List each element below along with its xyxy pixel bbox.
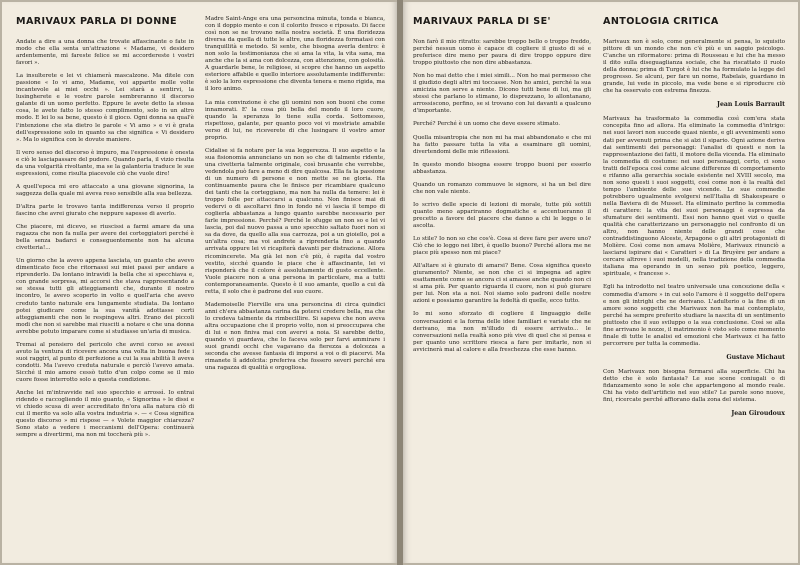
- paragraph: Io scrivo delle specie di lezioni di morale, tutte più sottili quanto meno appariranno dogmatiche e accentueranno il precetto a favore del piacere che danno a chi le legge o le ascolta.: [413, 201, 591, 229]
- left-column-2: [205, 16, 385, 556]
- right-page: [403, 2, 798, 563]
- paragraph: Quando un romanzo commuove le signore, si ha un bel dire che non vale niente.: [413, 181, 591, 195]
- critic-author: Jean Giroudoux: [731, 410, 785, 418]
- paragraph: Madre Saint-Ange era una personcina minuta, tonda e bianca, con il doppio mento e con il colorito fresco e riposato. Di facce così non se ne trovano nella nostra società. È una floridezza diversa da quella di tutte le altre, una floridezza formatasi con tranquillità e metodo. Si sente, che bisogna averla dentro: è non solo la testimonianza che si ama la vita, la vita sana, ma anche che la si ama con dolcezza, con attenzione, con golosità. A guardarle bene, le religiose, si scopre che hanno un aspetto esteriore affabile e quello interiore assolutamente indifferente: è solo la loro espressione che diventa tenera e meno rigida, ma il loro animo.: [205, 16, 385, 93]
- paragraph: Tremai al pensiero del pericolo che avrei corso se avessi avuto la ventura di ricevere ancora una volta in buona fede i suoi raggiri, al punto di perfezione a cui la sua abilità li aveva condotti. Ma l'avevo creduta naturale e perciò l'avevo amata. Sicché il mio amore cessò tutto d'un colpo come se il mio cuore fosse interrotto solo a questa condizione.: [16, 341, 194, 383]
- critic-author: Jean Louis Barrault: [717, 101, 785, 109]
- paragraph: Non ho mai detto che i miei simili... Non ho mai permesso che il giudizio degli altri mi toccasse. Non ho amici, perché la sua amicizia non serve a niente. Dicono tutti bene di lui, ma gli stessi che parlano lo stimano, lo disprezzano, lo allontanano, arrossiscono, perfino, se si trovano con lui davanti a qualcuno d'importante.: [413, 73, 591, 115]
- right-column-1: [413, 16, 591, 556]
- section-heading-antologia: ANTOLOGIA CRITICA: [603, 16, 719, 27]
- paragraph: Che piacere, mi dicevo, se riuscissi a farmi amare da una ragazza che non fa nulla per avere dei corteggiatori perché è bella senza badarci e conseguentemente non ha alcuna civetteria!...: [16, 224, 194, 252]
- paragraph: Non farò il mio ritratto: sarebbe troppo bello o troppo freddo, perché nessun uomo è capace di cogliere il giusto di sé e preferisce dire meno per paura di dire troppo oppure dire troppo piuttosto che non dire abbastanza.: [413, 39, 591, 67]
- paragraph: Con Marivaux non bisogna fermarsi alla superficie. Chi ha detto che è solo fantasia? Le sue scene coniugali o di fidanzamento sono le sole che appartengono al mondo reale. Chi ha visto dell'artificio nel suo stile? Le parole sono nuove, fini, ricercate perché affiorano dalla zona del sistema.: [603, 368, 785, 404]
- paragraph: A quell'epoca mi ero attaccato a una giovane signorina, la saggezza della quale mi aveva reso sensibile alla sua bellezza.: [16, 183, 194, 197]
- paragraph: Perché? Perché è un uomo che deve essere stimato.: [413, 121, 561, 128]
- paragraph: Anche lei m'intravvide nel suo specchio e arrossì. Io entrai ridendo e raccogliendo il mio guanto, « Signorina » le dissi e vi chiedo scusa di aver accreditato fin'ora alla natura ciò di cui il merito va solo alla vostra industria ». — « Cosa significa questo discorso » mi rispose — « Volete maggior chiarezza? Sono stato a vedere i meccanismi dell'Opera: continuerà sempre a divertirmi, ma non mi toccherà più ».: [16, 390, 194, 439]
- right-column-2: [603, 16, 785, 556]
- paragraph: Andate a dire a una donna che trovate affascinante o fate in modo che ella senta un'attrazione « Madame, vi desidero ardentemente, mi fareste felice se mi accordereste i vostri favori ».: [16, 39, 194, 67]
- paragraph: All'altare si è giurato di amarsi? Bene. Cosa significa questo giuramento? Niente, se non che ci si impegna ad agire esattamente come se ancora ci si amasse anche quando non ci si ama più. Per quanto riguarda il cuore, non si può giurare per lui. Non sta a noi. Noi siamo solo padroni delle nostre azioni e possiamo garantire la fedeltà di quelle, ecco tutto.: [413, 263, 591, 305]
- paragraph: La insulterete e lei vi chiamerà mascalzone. Ma ditele con passione « Io vi amo, Madame, voi apparite molle volte incantevole ai miei occhi ». Lei starà a sentirvi, la lusingherete e le vostre parole sembreranno il discorso galante di un uomo perfetto. Eppure le avete detto la stessa cosa, le avete fatto lo stesso complimento, solo in un altro modo. E lei lo sa bene, questo è il gioco. Ogni donna sa qual'è l'intenzione che sta dietro le parole « Vi amo » e vi è grata dell'espressione solo in quanto sa che significa « Vi desidero ». Ma lo significa con le dovute maniere.: [16, 73, 194, 143]
- paragraph: Egli ha introdotto nel teatro universale una concezione della « commedia d'amore » in cui solo l'amore è il soggetto dell'opera e non gli intrighi che ne derivano. L'adulterio o la fine di un amore sono soggetti che Marivaux non ha mai contemplato, perché ha sempre preferito studiare la nascita di un sentimento piuttosto che il suo sviluppo o la sua conclusione. Così se alla fine arrivano le nozze, il matrimonio è visto solo come momento finale di tutte le analisi ed emozioni che Marivaux ci ha fatto percorrere per tutta la commedia.: [603, 284, 785, 347]
- left-page: [2, 2, 397, 563]
- paragraph: Lo stile? Io non so che cos'è. Cosa si deve fare per avere uno? Ciò che io leggo nei libri, è quello buono? Perché allora me ne piace più spesso non mi piace?: [413, 236, 591, 257]
- paragraph: Quella misantropia che non mi ha mai abbandonato e che mi ha fatto passare tutta la vita a esaminare gli uomini, divertendomi delle mie riflessioni.: [413, 134, 591, 155]
- section-heading-se: MARIVAUX PARLA DI SE': [413, 16, 551, 27]
- paragraph: La mia convinzione è che gli uomini non son buoni che come innamorati. E' la cosa più bella del mondo il loro cuore, quando la speranza lo tiene sulla corda. Sottomesso, rispettoso, galante, per quanto poco voi vi mostriate amabile verso di lui, ne riceverete di che lusingare il vostro amor proprio.: [205, 99, 385, 141]
- paragraph: Marivaux ha trasformato la commedia così com'era stata concepita fino ad allora. Ha eliminato la commedia d'intrigo: nei suoi lavori non succede quasi niente, e gli avvenimenti sono dati per avvenuti prima che si alzi il sipario. Ogni azione deriva dai sentimenti dei personaggi: l'analisi di questi e non la rappresentazione dei fatti, il motore della vicenda. Ha eliminato la commedia di costume: nei suoi personaggi, certo, ci sono tratti dell'epoca così come alcune differenze di comportamento e rifanno alla gerarchia sociale esistente nel XVIII secolo, ma non sono questi i suoi soggetti, così come non è la realtà del tempo l'ambiente delle sue vicende. Le sue commedie potrebbero ugualmente svolgersi nell'Italia di Shakespeare o nella Baviera di de Musset. Ha eliminato perfino la commedia di carattere: la vita dei suoi personaggi è espressa da sfumature dei sentimenti. Essi non hanno quei vizi o quelle qualità che caratterizzano un personaggio nel confronto di un altro, non hanno niente delle grandi cose che contraddistinguono Alceste, Arpagone o gli altri protagonisti di Molière. Così come non amava Molière, Marivaux rinunciò a lasciarsi ispirare dai « Caratteri » di La Bruyère per andare a cercare altrove i suoi modelli, nella tradizione della commedia italiana ma operando in un senso più poetico, leggero, spirituale, « francese ».: [603, 116, 785, 278]
- paragraph: D'altra parte le trovavo tanta indifferenza verso il proprio fascino che avrei giurato che neppure sapesse di averlo.: [16, 203, 194, 217]
- paragraph: Un giorno che la avevo appena lasciata, un guanto che avevo dimenticato fece che ritornassi sui miei passi per andare a riprenderlo. Da lontano intravidi la bella che si specchiava e, con grande sorpresa, mi accorsi che stava rappresentando a se stessa tutti gli atteggiamenti che, durante il nostro incontro, le avevo scoperto in volto e quell'aria che avevo creduto tanto naturale era lungamente studiata. Da lontano potei giudicare come la sua vanità adottasse certi atteggiamenti che non le respingeva altri. Erano dei piccoli modi che non si sarebbe mai riusciti a notare e che una donna avrebbe potuto imparare come si studiasse un'aria di musica.: [16, 258, 194, 335]
- section-heading-donne: MARIVAUX PARLA DI DONNE: [16, 16, 178, 27]
- left-column-1: [16, 16, 194, 556]
- paragraph: Io mi sono sforzato di cogliere il linguaggio delle conversazioni e la forma delle idee familiari e variate che ne derivano, ma non m'illudo di essere arrivato... le conversazioni nella realtà sono più vive di quel che si pensa e per quanto uno scrittore riesca a fare per imitarle, non si avvicinerà mai al calore e alla freschezza che esse hanno.: [413, 311, 591, 353]
- paragraph: In questo mondo bisogna essere troppo buoni per esserlo abbastanza.: [413, 161, 591, 175]
- paragraph: Il vero senso del discorso è impuro, ma l'espressione è onesta e ciò le lasciapassare del pudore. Quando parla, il vizio risulta da una volgarità rivoltante, ma se la galanteria traduce le sue espressioni, come risulta piacevole ciò che vuole dire!: [16, 149, 194, 177]
- critic-author: Gustave Michaut: [726, 353, 785, 361]
- paragraph: Cidalise si fa notare per la sua leggerezza. Il suo aspetto e la sua fisionomia annunciano un non so che di talmente ridente, una civetteria talmente originale, così brusante che verrebbe, vedendola può fare a meno di dire qualcosa. Ella fa la passione di un numero di persone e non mette se ne gloria. Ha continuamente paura che le finisce per ricambiare qualcuno dei tanti che la corteggiano, ma non ha nulla da temere: lei è troppo folle per attaccarsi a qualcuno. Non finisce mai di vedervi o di ascoltarvi fino in fondo né vi lascia il tempo di coglierla abbastanza a lungo quanto sarebbe necessario per farle impressione. Perché? Perché le sfugge un non so e lei vi lascia, poi dal nuovo passa a uno specchio saltato fuori non si sa da dove, da quello alla sua carrozza, poi a un gioiello, poi a un'altra cosa; ma voi andrete a riprenderla fino a quando arrivata oppure lei vi ricapiterà davanti per distrazione. Allora ricomincerete. Ma già lei non c'è più, è rapita dal vostro vestito, sicché quando le piace che è affascinante, lei vi risponderà che il colore è assolutamente di gusto eccellente. Vuole piacere non a una persona in particolare, ma a tutti contemporaneamente. Questo è il suo amante, quello a cui dà retta, il solo che è padrone del suo cuore.: [205, 147, 385, 295]
- paragraph: Mademoiselle Fierville era una personcina di circa quindici anni ch'era abbastanza carina da potersi credere bella, ma che lo credeva talmente da rimbecillire. Si sapeva che non aveva altra occupazione che il proprio volto, non si preoccupava che di lui e non finiva mai con avervi a noia. Si sarebbe detto, quando vi guardava, che lo faceva solo per farvi ammirare i suoi grandi occhi che vagavano da fierezza a dolcezza a seconda che avesse fantasia di imporsi a voi o di piacervi. Ma rimanete lì addolcita: preferiva che fossero severi perché era una ragazza di qualità e orgogliosa.: [205, 301, 385, 372]
- paragraph: Marivaux non è solo, come generalmente si pensa, lo squisito pittore di un mondo che non c'è più e un saggio psicologo. C'anche un riformatore: prima di Rousseau e lui che ha messo il dito sulla diseguaglianza sociale, che ha riscattato il ruolo della donna; prima di Turgot è lui che ha formulato la legge del progresso. Se alcuni, per fare un nome, Rabelais, guardano in grande, lui vede in piccolo, ma vede bene e si riproducre ciò che ha osservato con estrema finezza.: [603, 39, 785, 95]
